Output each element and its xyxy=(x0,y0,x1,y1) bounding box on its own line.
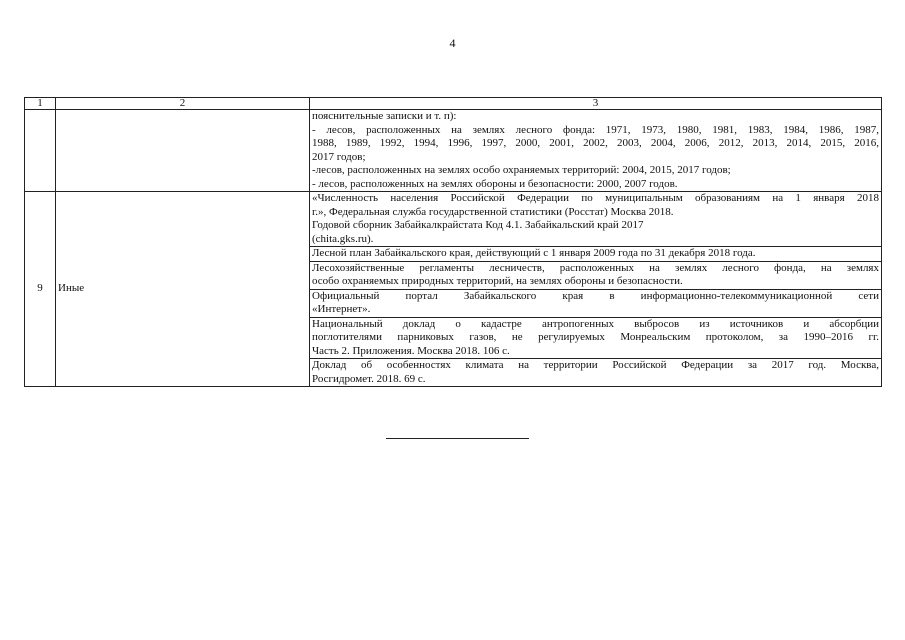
header-col-3: 3 xyxy=(310,98,882,110)
header-col-2: 2 xyxy=(56,98,310,110)
sources-table xyxy=(24,97,882,387)
source-line: Лесной план Забайкальского края, действующий с 1 января 2009 года по 31 декабря 2018 года. xyxy=(312,247,756,259)
source-line: Часть 2. Приложения. Москва 2018. 106 с. xyxy=(312,344,510,357)
source-cell xyxy=(310,289,882,317)
source-line: Годовой сборник Забайкалкрайстата Код 4.1. Забайкальский край 2017 xyxy=(312,219,644,231)
source-line: «Численность населения Российской Федерации по муниципальным образованиям на 1 января 2018 xyxy=(312,192,879,204)
table-row-continuation xyxy=(25,110,882,192)
continuation-line: -лесов, расположенных на землях особо охраняемых территорий: 2004, 2015, 2017 годов; xyxy=(312,164,731,176)
continuation-line: - лесов, расположенных на землях лесного фонда: 1971, 1973, 1980, 1981, 1983, 1984, 1986, 1987, xyxy=(312,123,879,136)
source-line: Национальный доклад о кадастре антропогенных выбросов из источников и абсорбции xyxy=(312,317,879,330)
source-line: Росгидромет. 2018. 69 с. xyxy=(312,372,426,385)
page-number: 4 xyxy=(449,36,456,50)
source-line: «Интернет». xyxy=(312,303,371,315)
continuation-name-cell xyxy=(56,110,310,192)
source-line: г.», Федеральная служба государственной статистики (Росстат) Москва 2018. xyxy=(312,205,674,218)
source-cell xyxy=(310,261,882,289)
continuation-line: - лесов, расположенных на землях обороны и безопасности: 2000, 2007 годов. xyxy=(312,177,678,190)
row-number-cell: 9 xyxy=(25,192,56,387)
continuation-line: 2017 годов; xyxy=(312,150,366,163)
source-cell xyxy=(310,359,882,387)
header-col-1: 1 xyxy=(25,98,56,110)
source-line: особо охраняемых природных территорий, на землях обороны и безопасности. xyxy=(312,275,683,287)
source-cell xyxy=(310,247,882,262)
table-row-9 xyxy=(25,192,882,247)
continuation-line: пояснительные записки и т. п): xyxy=(312,110,457,122)
source-line: Лесохозяйственные регламенты лесничеств, расположенных на землях лесного фонда, на землях xyxy=(312,261,879,274)
source-cell xyxy=(310,192,882,247)
continuation-line: 1988, 1989, 1992, 1994, 1996, 1997, 2000, 2001, 2002, 2003, 2004, 2006, 2012, 2013, 2014, 2015, 2016, xyxy=(312,137,879,149)
continuation-number-cell xyxy=(25,110,56,192)
source-cell xyxy=(310,317,882,359)
table-header-row xyxy=(25,98,882,110)
source-line: Официальный портал Забайкальского края в информационно-телекоммуникационной сети xyxy=(312,289,879,302)
source-line: Доклад об особенностях климата на территории Российской Федерации за 2017 год. Москва, xyxy=(312,359,879,371)
source-line: поглотителями парниковых газов, не регулируемых Монреальским протоколом, за 1990–2016 гг. xyxy=(312,331,879,343)
source-line: (chita.gks.ru). xyxy=(312,232,374,245)
continuation-text-cell xyxy=(310,110,882,192)
footer-rule xyxy=(386,438,529,439)
row-name-cell: Иные xyxy=(56,192,310,387)
